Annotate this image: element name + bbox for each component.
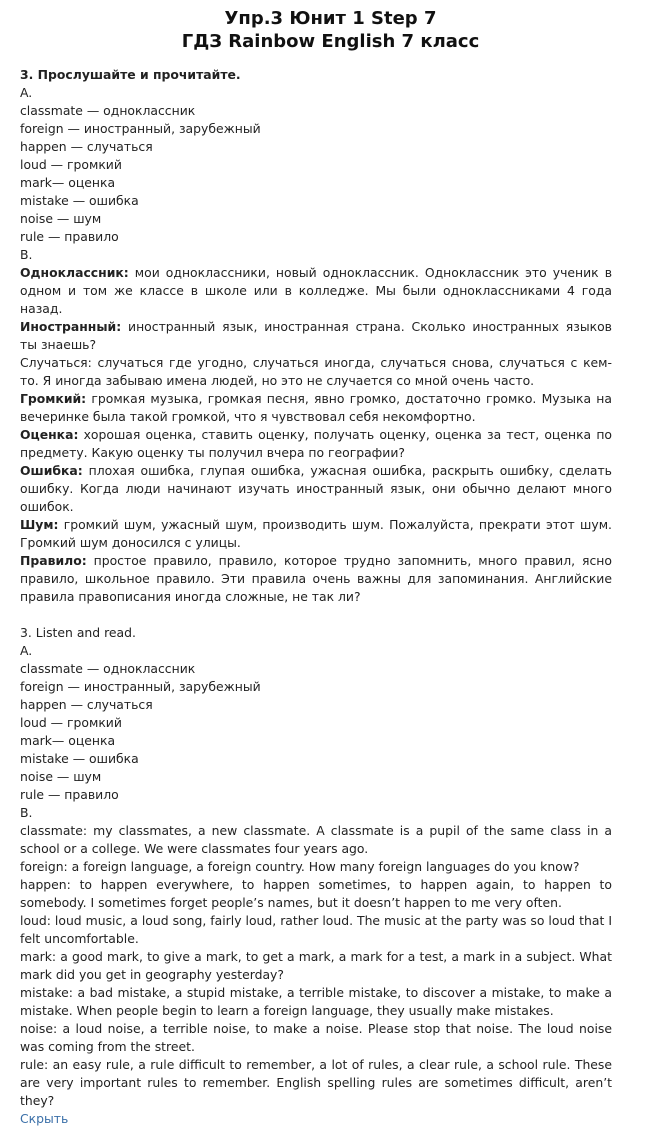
ru-entry-text: громкая музыка, громкая песня, явно громко, достаточно громко. Музыка на вечеринке была такой громкой, что я чувствовал себя некомфортно. bbox=[20, 391, 612, 424]
ru-vocab-item: loud — громкий bbox=[20, 157, 122, 172]
en-entry: noise: a loud noise, a terrible noise, to make a noise. Please stop that noise. The loud noise was coming from the street. bbox=[20, 1021, 612, 1054]
en-entry: classmate: my classmates, a new classmate. A classmate is a pupil of the same class in a school or a college. We were classmates four years ago. bbox=[20, 823, 612, 856]
ru-entry bbox=[20, 426, 612, 462]
ru-entry-text: Случаться: случаться где угодно, случаться иногда, случаться снова, случаться с кем-то. Я иногда забываю имена людей, но это не случается со мной очень часто. bbox=[20, 355, 612, 388]
ru-label-b: B. bbox=[20, 247, 33, 262]
en-vocab-item: mistake — ошибка bbox=[20, 751, 139, 766]
ru-vocab-item: mistake — ошибка bbox=[20, 193, 139, 208]
ru-label-a: A. bbox=[20, 85, 33, 100]
en-vocab-item: foreign — иностранный, зарубежный bbox=[20, 679, 261, 694]
en-entry: mistake: a bad mistake, a stupid mistake, a terrible mistake, to discover a mistake, to make a mistake. When people begin to learn a foreign language, they usually make mistakes. bbox=[20, 985, 612, 1018]
ru-heading: 3. Прослушайте и прочитайте. bbox=[20, 67, 241, 82]
ru-entry-text: хорошая оценка, ставить оценку, получать оценку, оценка за тест, оценка по предмету. Какую оценку ты получил вчера по географии? bbox=[20, 427, 612, 460]
en-entry: happen: to happen everywhere, to happen sometimes, to happen again, to happen to somebody. I sometimes forget people’s names, but it doesn’t happen to me very often. bbox=[20, 877, 612, 910]
ru-entry bbox=[20, 354, 612, 390]
en-heading: 3. Listen and read. bbox=[20, 625, 136, 640]
ru-entry bbox=[20, 318, 612, 354]
page-title bbox=[0, 0, 661, 53]
ru-vocab-item: rule — правило bbox=[20, 229, 119, 244]
ru-vocab-item: classmate — одноклассник bbox=[20, 103, 196, 118]
ru-entry-text: громкий шум, ужасный шум, производить шум. Пожалуйста, прекрати этот шум. Громкий шум доносился с улицы. bbox=[20, 517, 612, 550]
ru-entry-text: мои одноклассники, новый одноклассник. Одноклассник это ученик в одном и том же классе в школе или в колледже. Мы были одноклассниками 4 года назад. bbox=[20, 265, 612, 316]
hide-link[interactable]: Скрыть bbox=[20, 1111, 69, 1126]
exercise-content bbox=[20, 66, 612, 1128]
ru-entry-text: иностранный язык, иностранная страна. Сколько иностранных языков ты знаешь? bbox=[20, 319, 612, 352]
ru-entry-term: Правило: bbox=[20, 553, 87, 568]
ru-entry-term: Громкий: bbox=[20, 391, 87, 406]
ru-entry-text: плохая ошибка, глупая ошибка, ужасная ошибка, раскрыть ошибку, сделать ошибку. Когда люди начинают изучать иностранный язык, они обычно делают много ошибок. bbox=[20, 463, 612, 514]
ru-entry bbox=[20, 552, 612, 606]
ru-entry-term: Одноклассник: bbox=[20, 265, 129, 280]
ru-entry bbox=[20, 390, 612, 426]
en-entry: mark: a good mark, to give a mark, to get a mark, a mark for a test, a mark in a subject. What mark did you get in geography yesterday? bbox=[20, 949, 612, 982]
ru-section bbox=[20, 66, 612, 606]
page-title-line-1: Упр.3 Юнит 1 Step 7 bbox=[224, 8, 437, 29]
en-vocab-item: classmate — одноклассник bbox=[20, 661, 196, 676]
ru-entry-term: Оценка: bbox=[20, 427, 79, 442]
ru-entry bbox=[20, 516, 612, 552]
ru-entry-term: Иностранный: bbox=[20, 319, 122, 334]
en-vocab-item: mark— оценка bbox=[20, 733, 116, 748]
ru-entry bbox=[20, 462, 612, 516]
en-vocab-item: loud — громкий bbox=[20, 715, 122, 730]
en-vocab-item: rule — правило bbox=[20, 787, 119, 802]
en-label-b: B. bbox=[20, 805, 33, 820]
en-entry: loud: loud music, a loud song, fairly loud, rather loud. The music at the party was so loud that I felt uncomfortable. bbox=[20, 913, 612, 946]
en-section bbox=[20, 624, 612, 1110]
ru-entry-text: простое правило, правило, которое трудно запомнить, много правил, ясно правило, школьное правило. Эти правила очень важны для запоминания. Английские правила правописания иногда сложные, не так ли? bbox=[20, 553, 612, 604]
ru-vocab-item: foreign — иностранный, зарубежный bbox=[20, 121, 261, 136]
section-spacer bbox=[20, 606, 612, 624]
en-entry: foreign: a foreign language, a foreign country. How many foreign languages do you know? bbox=[20, 859, 580, 874]
ru-vocab-item: happen — случаться bbox=[20, 139, 153, 154]
ru-vocab-item: noise — шум bbox=[20, 211, 102, 226]
ru-entry bbox=[20, 264, 612, 318]
en-vocab-item: happen — случаться bbox=[20, 697, 153, 712]
ru-entry-term: Шум: bbox=[20, 517, 59, 532]
en-entry: rule: an easy rule, a rule difficult to remember, a lot of rules, a clear rule, a school rule. These are very important rules to remember. English spelling rules are sometimes difficult, aren’t they? bbox=[20, 1057, 612, 1108]
ru-vocab-item: mark— оценка bbox=[20, 175, 116, 190]
en-vocab-item: noise — шум bbox=[20, 769, 102, 784]
en-label-a: A. bbox=[20, 643, 33, 658]
page-title-line-2: ГДЗ Rainbow English 7 класс bbox=[181, 31, 480, 52]
ru-entry-term: Ошибка: bbox=[20, 463, 83, 478]
